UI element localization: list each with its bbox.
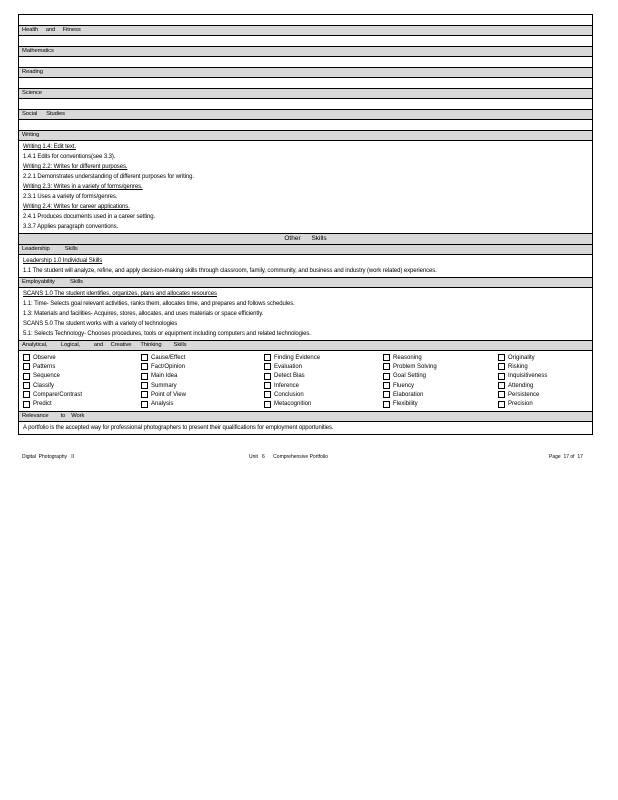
skill-label: Predict [33,401,52,408]
skill-checkbox-item[interactable] [23,381,141,390]
skill-label: Reasoning [393,354,422,361]
checkbox-icon[interactable] [264,373,271,380]
checkbox-icon[interactable] [383,382,390,389]
checkbox-icon[interactable] [498,391,505,398]
skill-checkbox-item[interactable] [23,372,141,381]
checkbox-icon[interactable] [264,354,271,361]
checkbox-icon[interactable] [141,354,148,361]
skill-checkbox-item[interactable] [264,390,383,399]
header-reading: Reading [19,68,592,78]
checkbox-icon[interactable] [23,391,30,398]
checkbox-icon[interactable] [264,391,271,398]
leadership-line: Leadership 1.0 Individual Skills [23,258,103,264]
skill-label: Compare/Contrast [33,391,83,398]
skill-checkbox-item[interactable] [141,399,264,408]
skill-checkbox-item[interactable] [383,372,498,381]
checkbox-icon[interactable] [23,363,30,370]
checkbox-icon[interactable] [141,363,148,370]
skill-checkbox-item[interactable] [264,399,383,408]
writing-line: Writing 2.3: Writes in a variety of forms/genres. [23,184,143,190]
checkbox-icon[interactable] [498,401,505,408]
skills-column [264,353,383,409]
footer-page: Page 17 of 17 [549,454,583,460]
checkbox-icon[interactable] [383,391,390,398]
skill-label: Risking [508,363,528,370]
skill-label: Summary [151,382,177,389]
header-writing: Writing [19,131,592,141]
checkbox-icon[interactable] [141,373,148,380]
writing-line: 2.4.1 Produces documents used in a career setting. [23,214,156,220]
employability-line: SCANS 1.0 The student identifies, organizes, plans and allocates resources [23,291,217,297]
header-other-skills: Other Skills [19,234,592,245]
header-analytical-thinking: Analytical, Logical, and Creative Thinking Skills [19,341,592,351]
header-leadership: Leadership Skills [19,245,592,255]
checkbox-icon[interactable] [383,363,390,370]
skill-checkbox-item[interactable] [141,372,264,381]
skill-checkbox-item[interactable] [383,381,498,390]
skill-checkbox-item[interactable] [141,390,264,399]
header-science: Science [19,89,592,99]
skill-checkbox-item[interactable] [383,390,498,399]
skill-checkbox-item[interactable] [498,381,588,390]
skill-checkbox-item[interactable] [23,362,141,371]
math-content [19,57,592,68]
skill-checkbox-item[interactable] [498,399,588,408]
header-social-studies: Social Studies [19,110,592,120]
skill-label: Fluency [393,382,415,389]
checkbox-icon[interactable] [264,382,271,389]
checkbox-icon[interactable] [23,401,30,408]
skill-label: Metacognition [274,401,312,408]
skills-column [141,353,264,409]
skill-checkbox-item[interactable] [498,362,588,371]
skill-label: Originality [508,354,535,361]
blank-row [19,15,592,26]
checkbox-icon[interactable] [383,373,390,380]
employability-line: SCANS 5.0 The student works with a variety of technologies [23,321,178,327]
skill-checkbox-item[interactable] [383,353,498,362]
skill-checkbox-item[interactable] [141,381,264,390]
employability-content [19,288,592,341]
checkbox-icon[interactable] [23,373,30,380]
skill-checkbox-item[interactable] [498,390,588,399]
skill-label: Conclusion [274,391,304,398]
header-mathematics: Mathematics [19,47,592,57]
skills-column [498,353,588,409]
skill-label: Cause/Effect [151,354,186,361]
skill-checkbox-item[interactable] [264,362,383,371]
header-health-fitness: Health and Fitness [19,26,592,36]
relevance-content [19,422,592,435]
skill-checkbox-item[interactable] [23,353,141,362]
reading-content [19,78,592,89]
checkbox-icon[interactable] [498,363,505,370]
skills-column [383,353,498,409]
checkbox-icon[interactable] [264,363,271,370]
skill-label: Flexibility [393,401,418,408]
skill-label: Inference [274,382,300,389]
checkbox-icon[interactable] [141,401,148,408]
skill-label: Sequence [33,373,61,380]
skill-label: Finding Evidence [274,354,321,361]
skill-label: Classify [33,382,55,389]
skill-label: Elaboration [393,391,424,398]
skill-label: Point of View [151,391,186,398]
footer-course: Digital Photography II [22,454,74,460]
social-content [19,120,592,131]
writing-line: 1.4.1 Edits for conventions(see 3.3). [23,154,116,160]
skill-checkbox-item[interactable] [498,353,588,362]
relevance-text: A portfolio is the accepted way for professional photographers to present their qualifications for employment opportunities. [23,424,334,431]
skill-label: Detect Bias [274,373,305,380]
footer-unit: Unit 6 Comprehensive Portfolio [249,454,328,460]
skill-label: Analysis [151,401,174,408]
thinking-skills-grid [19,351,592,412]
writing-line: Writing 1.4: Edit text. [23,144,76,150]
checkbox-icon[interactable] [264,401,271,408]
skill-checkbox-item[interactable] [264,381,383,390]
skill-checkbox-item[interactable] [141,353,264,362]
skill-label: Patterns [33,363,56,370]
header-relevance-to-work: Relevance to Work [19,412,592,422]
skill-label: Problem Solving [393,363,437,370]
skill-checkbox-item[interactable] [498,372,588,381]
checkbox-icon[interactable] [383,354,390,361]
employability-line: 1.1: Time- Selects goal relevant activities, ranks them, allocates time, and prepares and follows schedules. [23,301,295,307]
writing-line: 2.2.1 Demonstrates understanding of different purposes for writing. [23,174,194,180]
leadership-content [19,255,592,278]
writing-line: Writing 2.4: Writes for career applications. [23,204,130,210]
employability-line: 5.1: Selects Technology- Chooses procedures, tools or equipment including computers and related technologies. [23,331,311,337]
skill-checkbox-item[interactable] [264,372,383,381]
skill-label: Observe [33,354,56,361]
checkbox-icon[interactable] [23,354,30,361]
checkbox-icon[interactable] [498,373,505,380]
skill-checkbox-item[interactable] [264,353,383,362]
skill-checkbox-item[interactable] [23,390,141,399]
checkbox-icon[interactable] [498,354,505,361]
skills-column [23,353,141,409]
skill-label: Inquisitiveness [508,373,548,380]
skill-label: Fact/Opinion [151,363,186,370]
writing-line: 2.3.1 Uses a variety of forms/genres. [23,194,118,200]
checkbox-icon[interactable] [383,401,390,408]
skill-checkbox-item[interactable] [383,399,498,408]
checkbox-icon[interactable] [23,382,30,389]
skill-checkbox-item[interactable] [383,362,498,371]
skill-checkbox-item[interactable] [23,399,141,408]
writing-line: Writing 2.2: Writes for different purposes. [23,164,128,170]
writing-line: 3.3.7 Applies paragraph conventions. [23,224,119,230]
skill-label: Attending [508,382,534,389]
checkbox-icon[interactable] [141,382,148,389]
science-content [19,99,592,110]
standards-table [18,14,593,435]
checkbox-icon[interactable] [141,391,148,398]
skill-label: Precision [508,401,533,408]
header-employability: Employability Skills [19,278,592,288]
skill-label: Persistence [508,391,540,398]
checkbox-icon[interactable] [498,382,505,389]
leadership-line: 1.1 The student will analyze, refine, and apply decision-making skills through classroom, family, community, and business and industry (work related) experiences. [23,268,437,274]
skill-label: Main Idea [151,373,178,380]
skill-checkbox-item[interactable] [141,362,264,371]
employability-line: 1.3: Materials and facilities- Acquires, stores, allocates, and uses materials or space efficiently. [23,311,264,317]
skill-label: Evaluation [274,363,303,370]
health-content [19,36,592,47]
skill-label: Goal Setting [393,373,427,380]
writing-content [19,141,592,234]
